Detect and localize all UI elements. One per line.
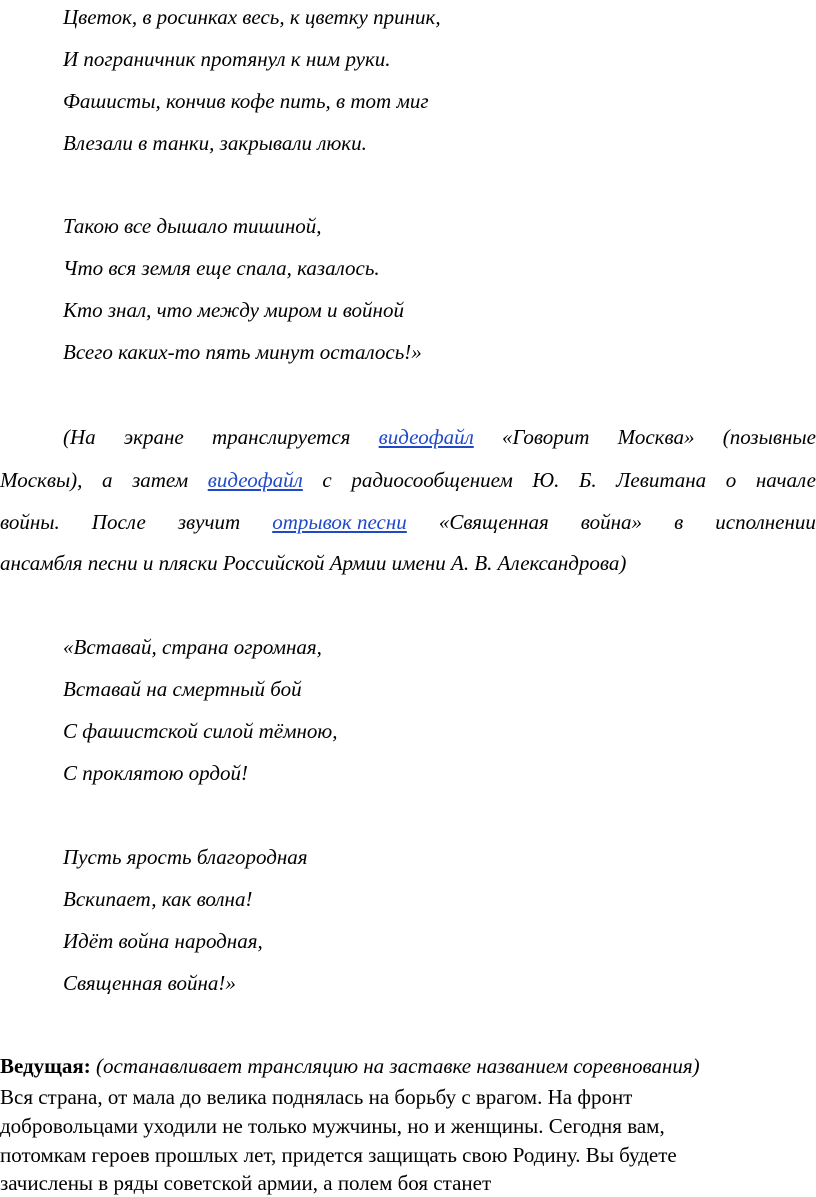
stage-direction-line: (На экране транслируется видеофайл «Говорит Москва» (позывные: [63, 425, 816, 449]
speaker-line: [0, 1052, 700, 1080]
song-line: С проклятою ордой!: [63, 761, 248, 785]
speech-line: потомкам героев прошлых лет, придется защищать свою Родину. Вы будете: [0, 1143, 677, 1167]
song-line: С фашистской силой тёмною,: [63, 719, 338, 743]
poem-line: Кто знал, что между миром и войной: [63, 298, 404, 322]
speech-line: добровольцами уходили не только мужчины, но и женщины. Сегодня вам,: [0, 1114, 665, 1138]
stage-direction-line: ансамбля песни и пляски Российской Армии имени А. В. Александрова): [0, 551, 627, 575]
stage-direction-line: Москвы), а затем видеофайл с радиосообщением Ю. Б. Левитана о начале: [0, 468, 816, 492]
speaker-direction: (останавливает трансляцию на заставке названием соревнования): [96, 1054, 700, 1078]
speech-line: зачислены в ряды советской армии, а полем боя станет: [0, 1171, 492, 1195]
song-excerpt-link[interactable]: отрывок песни: [272, 510, 407, 534]
video-file-link[interactable]: видеофайл: [378, 425, 474, 449]
speaker-name: Ведущая:: [0, 1054, 91, 1078]
song-line: Вставай на смертный бой: [63, 677, 302, 701]
song-line: Идёт война народная,: [63, 929, 263, 953]
video-file-link[interactable]: видеофайл: [207, 468, 303, 492]
stage-direction-line: войны. После звучит отрывок песни «Священная война» в исполнении: [0, 510, 816, 534]
poem-line: И пограничник протянул к ним руки.: [63, 47, 391, 71]
poem-line: Влезали в танки, закрывали люки.: [63, 131, 367, 155]
song-line: «Вставай, страна огромная,: [63, 635, 322, 659]
poem-line: Что вся земля еще спала, казалось.: [63, 256, 380, 280]
song-line: Пусть ярость благородная: [63, 845, 308, 869]
poem-line: Цветок, в росинках весь, к цветку приник,: [63, 5, 441, 29]
poem-line: Такою все дышало тишиной,: [63, 214, 322, 238]
song-line: Вскипает, как волна!: [63, 887, 253, 911]
poem-line: Всего каких-то пять минут осталось!»: [63, 340, 422, 364]
speech-line: Вся страна, от мала до велика поднялась на борьбу с врагом. На фронт: [0, 1085, 633, 1109]
song-line: Священная война!»: [63, 971, 236, 995]
poem-line: Фашисты, кончив кофе пить, в тот миг: [63, 89, 429, 113]
